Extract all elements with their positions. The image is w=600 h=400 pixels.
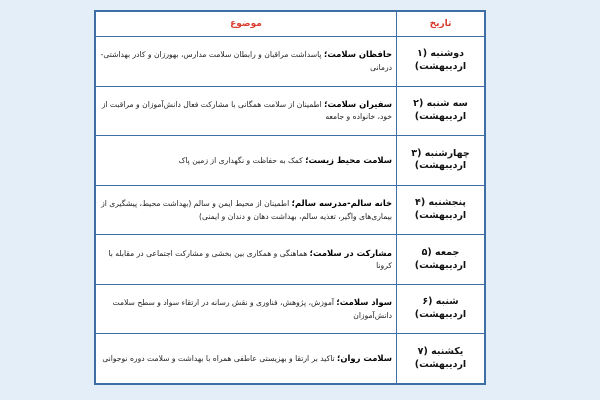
topic-title: خانه سالم-مدرسه سالم؛ [291,198,392,209]
topic-cell [96,185,397,235]
table-row [96,235,485,285]
table-row [96,37,485,87]
topic-title: مشارکت در سلامت؛ [309,247,392,258]
topic-description: هماهنگی و همکاری بین بخشی و مشارکت اجتماعی در مقابله با کرونا [108,248,392,271]
schedule-table [95,11,485,384]
topic-description: تاکید بر ارتقا و بهزیستی عاطفی همراه با بهداشت و سلامت دوره نوجوانی [102,353,338,363]
topic-title: حافظان سلامت؛ [323,49,392,60]
table-row [96,136,485,186]
topic-cell [96,334,397,384]
topic-cell [96,235,397,285]
topic-description: اطمینان از سلامت همگانی با مشارکت فعال دانش‌آموزان و مراقبت از خود، خانواده و جامعه [101,100,392,122]
topic-description: پاسداشت مراقبان و رابطان سلامت مدارس، بهورزان و کادر بهداشتی- درمانی [100,50,392,72]
date-cell: پنجشنبه (۴ اردیبهشت) [397,185,485,235]
topic-cell [96,284,397,334]
table-row [96,185,485,235]
date-cell: شنبه (۶ اردیبهشت) [397,284,485,334]
date-column-header: تاریخ [397,12,485,37]
topic-title: سلامت روان؛ [337,352,392,363]
topic-title: سفیران سلامت؛ [324,99,392,110]
date-cell: سه شنبه (۲ اردیبهشت) [397,86,485,136]
topic-cell [96,136,397,186]
date-cell: چهارشنبه (۳ اردیبهشت) [397,136,485,186]
topic-column-header: موضوع [96,12,397,37]
table-row [96,334,485,384]
topic-description: آموزش، پژوهش، فناوری و نقش رسانه در ارتقاء سواد و سطح سلامت دانش‌آموزان [112,298,392,320]
schedule-table-frame [94,10,486,385]
table-header-row [96,12,485,37]
topic-description: اطمینان از محیط ایمن و سالم (بهداشت محیط، پیشگیری از بیماری‌های واگیر، تغذیه سالم، بهداشت دهان و دندان و ایمنی) [101,199,392,221]
date-cell: یکشنبه (۷ اردیبهشت) [397,334,485,384]
date-cell: جمعه (۵ اردیبهشت) [397,235,485,285]
topic-description: کمک به حفاظت و نگهداری از زمین پاک [178,155,306,165]
topic-title: سلامت محیط زیست؛ [305,154,392,165]
topic-cell [96,37,397,87]
topic-cell [96,86,397,136]
table-row [96,284,485,334]
date-cell: دوشنبه (۱ اردیبهشت) [397,37,485,87]
topic-title: سواد سلامت؛ [336,297,392,308]
table-row [96,86,485,136]
